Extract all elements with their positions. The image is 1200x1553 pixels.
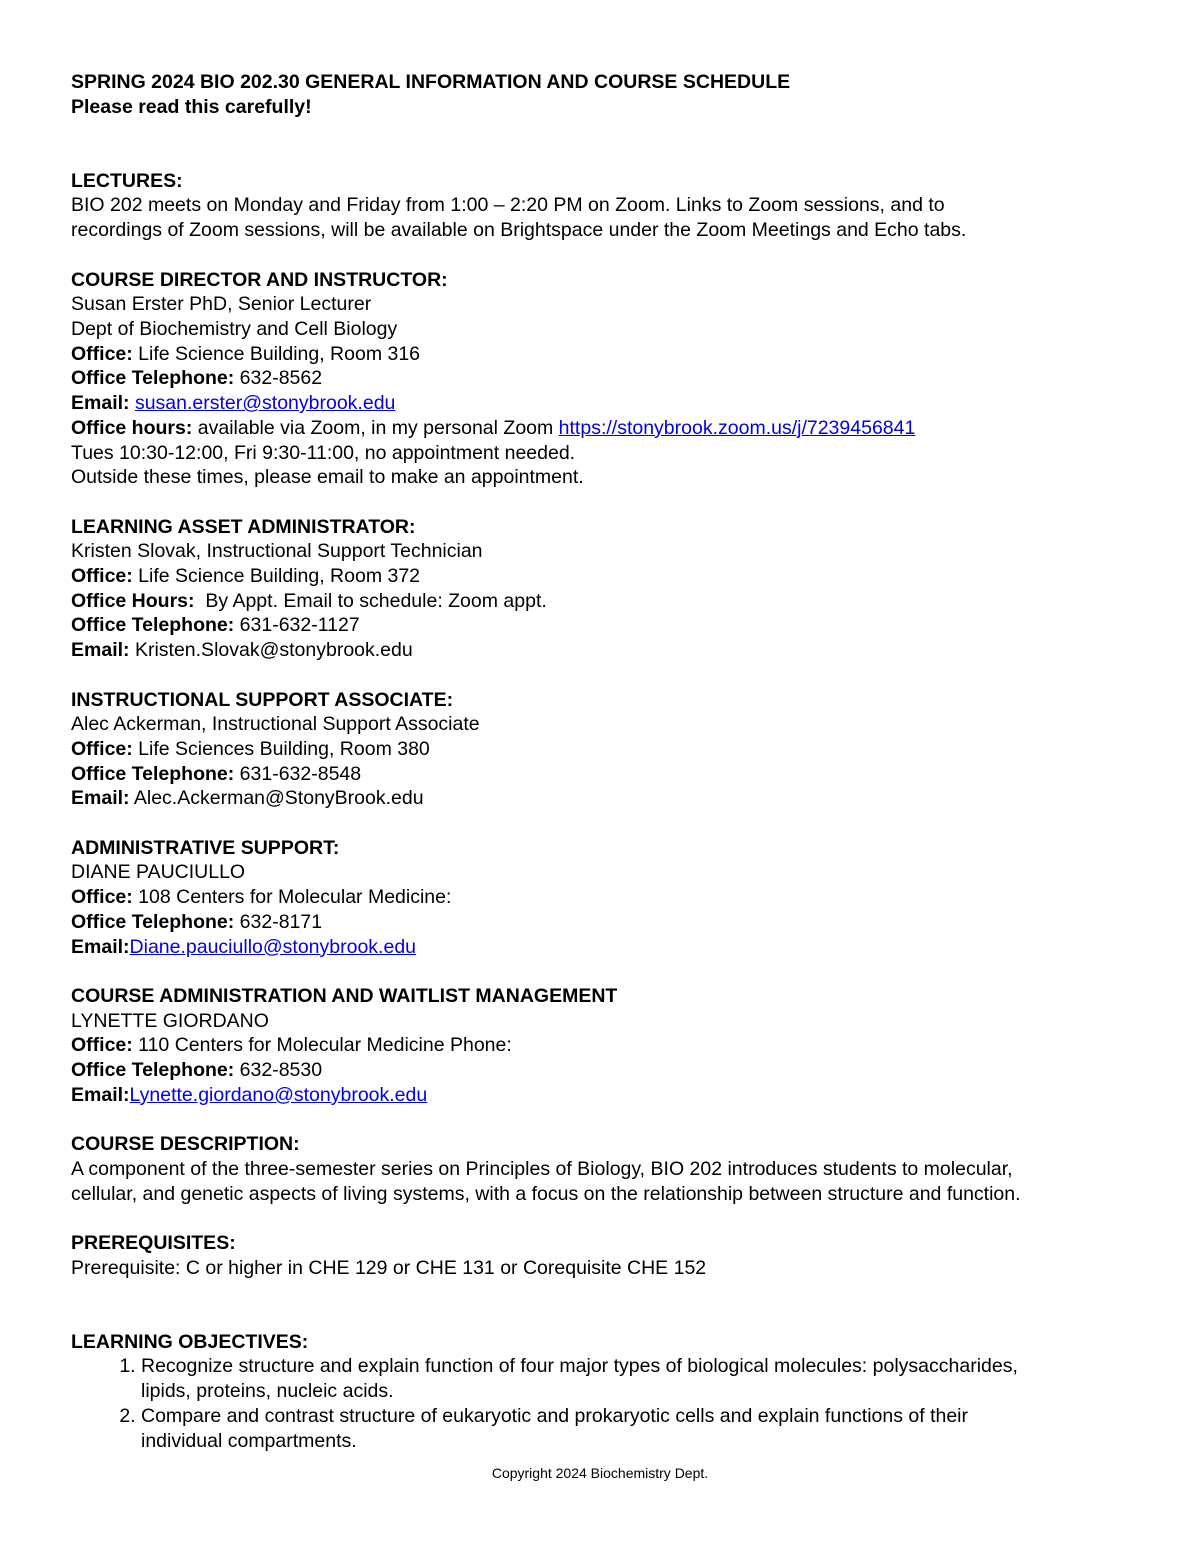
objective-item: [141, 1404, 1151, 1453]
email-label: Email:: [71, 935, 130, 958]
objective-line: individual compartments.: [141, 1429, 357, 1452]
office-value: 108 Centers for Molecular Medicine:: [132, 886, 452, 909]
director-email-link[interactable]: susan.erster@stonybrook.edu: [134, 392, 396, 415]
asset-admin-hours: [71, 589, 1151, 614]
office-label: Office:: [71, 1034, 133, 1057]
office-value: 110 Centers for Molecular Medicine Phone:: [132, 1034, 512, 1057]
support-associate-name: Alec Ackerman, Instructional Support Associate: [71, 713, 480, 736]
office-label: Office:: [71, 565, 133, 587]
phone-label: Office Telephone:: [71, 367, 235, 390]
director-hours-note: Outside these times, please email to make an appointment.: [71, 466, 584, 489]
objective-item: [141, 1354, 1151, 1403]
admin-support-email: [71, 935, 1151, 960]
document-title: SPRING 2024 BIO 202.30 GENERAL INFORMATION AND COURSE SCHEDULE: [71, 71, 791, 93]
admin-support-office: [71, 885, 1151, 910]
director-hours: [71, 416, 1151, 441]
hours-value: By Appt. Email to schedule: Zoom appt.: [194, 589, 547, 612]
support-associate-phone: [71, 762, 1151, 787]
email-label: Email:: [71, 787, 130, 810]
phone-label: Office Telephone:: [71, 910, 235, 933]
hours-label: Office hours:: [71, 416, 193, 439]
phone-value: 632-8562: [234, 367, 323, 390]
email-value: Kristen.Slovak@stonybrook.edu: [129, 639, 413, 662]
admin-support-heading: ADMINISTRATIVE SUPPORT:: [71, 836, 340, 859]
prerequisites-heading: PREREQUISITES:: [71, 1231, 236, 1254]
phone-value: 631-632-8548: [234, 762, 362, 785]
director-dept: Dept of Biochemistry and Cell Biology: [71, 317, 398, 340]
asset-admin-office: [71, 564, 1151, 589]
waitlist-office: [71, 1033, 1151, 1058]
office-value: Life Science Building, Room 316: [132, 342, 421, 365]
waitlist-heading: COURSE ADMINISTRATION AND WAITLIST MANAGEMENT: [71, 984, 618, 1007]
email-label: Email:: [71, 1083, 130, 1106]
description-line: cellular, and genetic aspects of living systems, with a focus on the relationship between structure and function.: [71, 1182, 1021, 1205]
director-phone: [71, 366, 1151, 391]
director-name: Susan Erster PhD, Senior Lecturer: [71, 293, 372, 316]
objectives-heading: LEARNING OBJECTIVES:: [71, 1330, 309, 1353]
phone-value: 632-8171: [234, 910, 323, 933]
asset-admin-name: Kristen Slovak, Instructional Support Technician: [71, 540, 483, 563]
phone-label: Office Telephone:: [71, 1059, 235, 1082]
description-heading: COURSE DESCRIPTION:: [71, 1133, 300, 1156]
hours-label: Office Hours:: [71, 589, 195, 612]
waitlist-email: [71, 1083, 1151, 1108]
phone-value: 631-632-1127: [234, 614, 360, 637]
phone-value: 632-8530: [234, 1059, 323, 1082]
office-label: Office:: [71, 342, 133, 365]
director-office: [71, 342, 1151, 367]
director-email: [71, 391, 1151, 416]
support-associate-email: [71, 786, 1151, 811]
objective-line: 2. Compare and contrast structure of eukaryotic and prokaryotic cells and explain functions of their: [141, 1404, 969, 1427]
asset-admin-heading: LEARNING ASSET ADMINISTRATOR:: [71, 515, 416, 538]
email-value: Alec.Ackerman@StonyBrook.edu: [129, 787, 424, 810]
hours-text: available via Zoom, in my personal Zoom: [192, 416, 559, 439]
director-heading: COURSE DIRECTOR AND INSTRUCTOR:: [71, 268, 448, 291]
asset-admin-email: [71, 638, 1151, 663]
admin-support-email-link[interactable]: Diane.pauciullo@stonybrook.edu: [129, 935, 417, 958]
objectives-list: [71, 1354, 1151, 1453]
waitlist-email-link[interactable]: Lynette.giordano@stonybrook.edu: [129, 1083, 428, 1106]
office-label: Office:: [71, 886, 133, 909]
waitlist-phone: [71, 1058, 1151, 1083]
prerequisites-text: Prerequisite: C or higher in CHE 129 or CHE 131 or Corequisite CHE 152: [71, 1256, 707, 1279]
asset-admin-phone: [71, 613, 1151, 638]
objective-line: lipids, proteins, nucleic acids.: [141, 1380, 394, 1403]
email-label: Email:: [71, 639, 130, 662]
lectures-text-line: recordings of Zoom sessions, will be available on Brightspace under the Zoom Meetings and Echo tabs.: [71, 219, 967, 242]
phone-label: Office Telephone:: [71, 762, 235, 785]
objective-line: 1. Recognize structure and explain function of four major types of biological molecules: polysaccharides,: [141, 1355, 1018, 1378]
document-subtitle: Please read this carefully!: [71, 95, 312, 118]
lectures-text-line: BIO 202 meets on Monday and Friday from 1:00 – 2:20 PM on Zoom. Links to Zoom sessions, and to: [71, 194, 945, 217]
support-associate-office: [71, 737, 1151, 762]
office-value: Life Science Building, Room 372: [132, 565, 421, 587]
lectures-heading: LECTURES:: [71, 169, 183, 192]
office-value: Life Sciences Building, Room 380: [132, 737, 430, 760]
zoom-link[interactable]: https://stonybrook.zoom.us/j/7239456841: [558, 416, 916, 439]
admin-support-name: DIANE PAUCIULLO: [71, 861, 246, 884]
director-hours-times: Tues 10:30-12:00, Fri 9:30-11:00, no appointment needed.: [71, 441, 576, 464]
phone-label: Office Telephone:: [71, 614, 235, 637]
description-line: A component of the three-semester series on Principles of Biology, BIO 202 introduces students to molecular,: [71, 1157, 1013, 1180]
waitlist-name: LYNETTE GIORDANO: [71, 1009, 269, 1032]
office-label: Office:: [71, 737, 133, 760]
admin-support-phone: [71, 910, 1151, 935]
support-associate-heading: INSTRUCTIONAL SUPPORT ASSOCIATE:: [71, 688, 454, 711]
page-footer: Copyright 2024 Biochemistry Dept.: [491, 1465, 709, 1481]
email-label: Email:: [71, 392, 130, 415]
document-page: [71, 70, 1151, 1453]
